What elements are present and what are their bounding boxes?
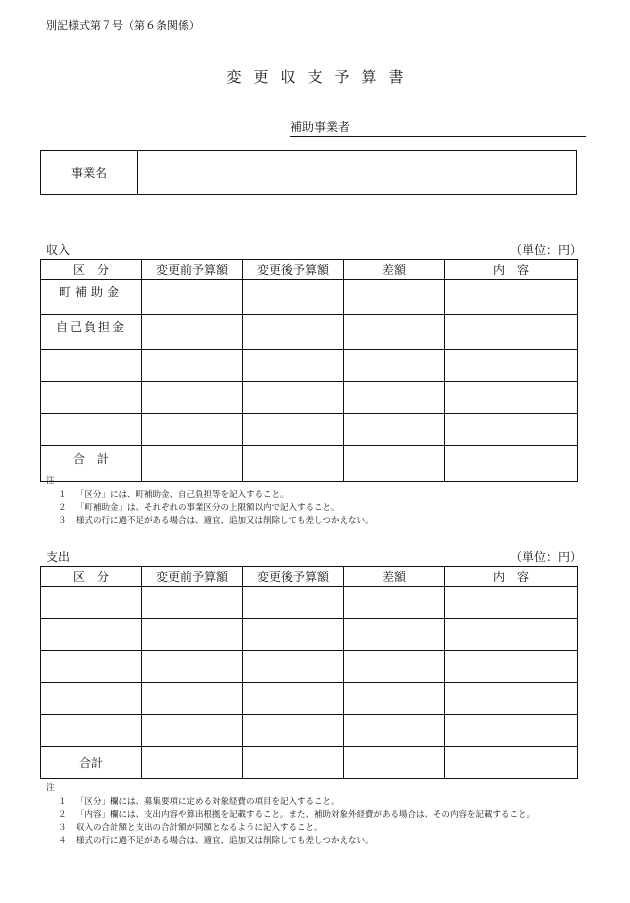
expense-table: [40, 566, 578, 779]
income-category-cell[interactable]: [41, 350, 142, 382]
header-content: 内 容: [445, 567, 578, 587]
amount-cell[interactable]: [142, 446, 243, 482]
amount-cell[interactable]: [243, 382, 344, 414]
content-cell[interactable]: [445, 446, 578, 482]
income-category-cell: 町補助金: [41, 280, 142, 315]
amount-cell[interactable]: [142, 651, 243, 683]
amount-cell[interactable]: [344, 446, 445, 482]
amount-cell[interactable]: [142, 315, 243, 350]
income-note-2: ２ 「町補助金」は、それぞれの事業区分の上限額以内で記入すること。: [58, 503, 340, 513]
amount-cell[interactable]: [243, 747, 344, 779]
amount-cell[interactable]: [243, 280, 344, 315]
form-number-label: 別記様式第７号（第６条関係）: [46, 19, 200, 32]
amount-cell[interactable]: [344, 587, 445, 619]
expense-note-2: ２ 「内容」欄には、支出内容や算出根拠を記載すること。また、補助対象外経費がある場合は、その内容を記載すること。: [58, 810, 536, 820]
income-notes-head: 注: [46, 476, 55, 486]
content-cell[interactable]: [445, 747, 578, 779]
income-total-row: [41, 446, 578, 482]
expense-total-row: [41, 747, 578, 779]
amount-cell[interactable]: [243, 350, 344, 382]
amount-cell[interactable]: [243, 587, 344, 619]
amount-cell[interactable]: [344, 382, 445, 414]
content-cell[interactable]: [445, 651, 578, 683]
table-row: [41, 619, 578, 651]
amount-cell[interactable]: [142, 414, 243, 446]
amount-cell[interactable]: [142, 619, 243, 651]
amount-cell[interactable]: [243, 715, 344, 747]
amount-cell[interactable]: [142, 683, 243, 715]
table-row: [41, 651, 578, 683]
content-cell[interactable]: [445, 619, 578, 651]
header-after: 変更後予算額: [243, 567, 344, 587]
income-category-cell[interactable]: [41, 382, 142, 414]
amount-cell[interactable]: [344, 280, 445, 315]
business-name-label: 事業名: [41, 151, 138, 194]
amount-cell[interactable]: [243, 414, 344, 446]
income-category-cell: 自己負担金: [41, 315, 142, 350]
amount-cell[interactable]: [243, 315, 344, 350]
expense-section-title: 支出: [46, 550, 71, 564]
expense-note-1: １ 「区分」欄には、募集要項に定める対象経費の項目を記入すること。: [58, 797, 340, 807]
amount-cell[interactable]: [142, 747, 243, 779]
table-row: [41, 350, 578, 382]
content-cell[interactable]: [445, 683, 578, 715]
income-category-cell[interactable]: [41, 414, 142, 446]
header-after: 変更後予算額: [243, 260, 344, 280]
expense-category-cell[interactable]: [41, 683, 142, 715]
amount-cell[interactable]: [142, 382, 243, 414]
header-before: 変更前予算額: [142, 260, 243, 280]
header-before: 変更前予算額: [142, 567, 243, 587]
expense-category-cell[interactable]: [41, 651, 142, 683]
header-content: 内 容: [445, 260, 578, 280]
amount-cell[interactable]: [344, 315, 445, 350]
amount-cell[interactable]: [142, 587, 243, 619]
table-row: [41, 414, 578, 446]
income-note-3: ３ 様式の行に過不足がある場合は、適宜、追加又は削除しても差しつかえない。: [58, 516, 374, 526]
expense-unit-label: （単位：円）: [509, 550, 582, 564]
expense-total-label: 合計: [41, 747, 142, 779]
header-category: 区 分: [41, 260, 142, 280]
table-row: [41, 683, 578, 715]
content-cell[interactable]: [445, 715, 578, 747]
applicant-label: 補助事業者: [290, 120, 351, 134]
header-diff: 差額: [344, 567, 445, 587]
content-cell[interactable]: [445, 382, 578, 414]
content-cell[interactable]: [445, 414, 578, 446]
header-diff: 差額: [344, 260, 445, 280]
amount-cell[interactable]: [344, 747, 445, 779]
amount-cell[interactable]: [344, 350, 445, 382]
table-row: [41, 280, 578, 315]
table-row: [41, 587, 578, 619]
amount-cell[interactable]: [243, 651, 344, 683]
applicant-field[interactable]: [290, 118, 586, 137]
amount-cell[interactable]: [344, 715, 445, 747]
amount-cell[interactable]: [344, 683, 445, 715]
content-cell[interactable]: [445, 315, 578, 350]
amount-cell[interactable]: [142, 715, 243, 747]
expense-category-cell[interactable]: [41, 619, 142, 651]
income-note-1: １ 「区分」には、町補助金、自己負担等を記入すること。: [58, 490, 289, 500]
amount-cell[interactable]: [243, 446, 344, 482]
expense-category-cell[interactable]: [41, 715, 142, 747]
income-total-label: 合 計: [41, 446, 142, 482]
amount-cell[interactable]: [344, 619, 445, 651]
expense-note-3: ３ 収入の合計額と支出の合計額が同額となるように記入すること。: [58, 823, 323, 833]
income-table: [40, 259, 578, 482]
table-row: [41, 715, 578, 747]
income-header-row: [41, 260, 578, 280]
expense-notes-head: 注: [46, 783, 55, 793]
header-category: 区 分: [41, 567, 142, 587]
amount-cell[interactable]: [344, 651, 445, 683]
document-title: 変更収支予算書: [226, 68, 416, 86]
amount-cell[interactable]: [142, 280, 243, 315]
income-section-title: 収入: [46, 243, 71, 257]
content-cell[interactable]: [445, 350, 578, 382]
expense-note-4: ４ 様式の行に過不足がある場合は、適宜、追加又は削除しても差しつかえない。: [58, 836, 374, 846]
amount-cell[interactable]: [243, 619, 344, 651]
expense-header-row: [41, 567, 578, 587]
amount-cell[interactable]: [344, 414, 445, 446]
content-cell[interactable]: [445, 280, 578, 315]
income-unit-label: （単位：円）: [509, 243, 582, 257]
expense-category-cell[interactable]: [41, 587, 142, 619]
business-name-box[interactable]: [40, 150, 577, 195]
amount-cell[interactable]: [243, 683, 344, 715]
content-cell[interactable]: [445, 587, 578, 619]
table-row: [41, 382, 578, 414]
table-row: [41, 315, 578, 350]
amount-cell[interactable]: [142, 350, 243, 382]
